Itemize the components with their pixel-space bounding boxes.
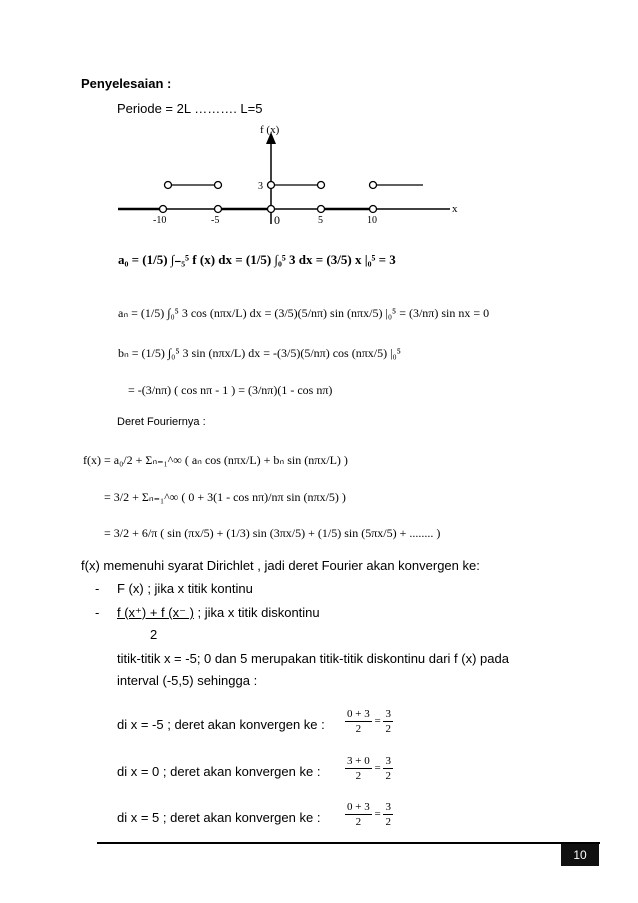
open-dot <box>165 182 172 189</box>
convergence-at-5: di x = 5 ; deret akan konvergen ke : <box>117 810 321 825</box>
footer-rule <box>97 842 600 844</box>
y-axis-label: f (x) <box>260 124 280 136</box>
piecewise-graph <box>110 120 470 230</box>
open-dot <box>370 182 377 189</box>
bullet-dash: - <box>95 581 100 596</box>
open-dot <box>370 206 377 213</box>
open-dot <box>215 182 222 189</box>
period-line: Periode = 2L ………. L=5 <box>117 101 263 116</box>
deret-label: Deret Fouriernya : <box>117 416 206 428</box>
convergence-value-0: $\frac{3 + 0}{2}$ = $\frac{3}{2}$ <box>347 755 391 782</box>
formula-an: aₙ = (1/5) ∫₀⁵ 3 cos (nπx/L) dx = (3/5)(5/nπ) sin (nπx/5) |₀⁵ = (3/nπ) sin nx = 0 <box>118 306 490 320</box>
open-dot <box>160 206 167 213</box>
convergence-at-neg5: di x = -5 ; deret akan konvergen ke : <box>117 717 325 732</box>
open-dot <box>318 182 325 189</box>
tick-label: 5 <box>318 215 323 226</box>
discontinuous-condition: ; jika x titik diskontinu <box>193 605 320 620</box>
section-heading: Penyelesaian : <box>81 76 172 91</box>
discontinuous-denominator: 2 <box>150 627 158 642</box>
bullet-continuous: F (x) ; jika x titik kontinu <box>117 581 253 596</box>
formula-bn-result: = -(3/nπ) ( cos nπ - 1 ) = (3/nπ)(1 - cos nπ) <box>128 383 333 397</box>
titik-line1: titik-titik x = -5; 0 dan 5 merupakan titik-titik diskontinu dari f (x) pada <box>117 651 509 666</box>
dirichlet-statement: f(x) memenuhi syarat Dirichlet , jadi deret Fourier akan konvergen ke: <box>81 558 480 573</box>
tick-label: 10 <box>367 215 377 226</box>
tick-label: -5 <box>211 215 220 226</box>
open-dot <box>268 182 275 189</box>
page-number: 10 <box>561 844 599 866</box>
fourier-series-line3: = 3/2 + 6/π ( sin (πx/5) + (1/3) sin (3πx/5) + (1/5) sin (5πx/5) + ........ ) <box>104 526 441 540</box>
open-dot <box>268 206 275 213</box>
y-value-label: 3 <box>258 181 263 192</box>
open-dot <box>318 206 325 213</box>
formula-a0: a₀ = (1/5) ∫₋₅⁵ f (x) dx = (1/5) ∫₀⁵ 3 dx = (3/5) x |₀⁵ = 3 <box>118 252 396 267</box>
discontinuous-numerator: f (x⁺) + f (x⁻ ) <box>117 605 194 620</box>
convergence-value-5: $\frac{0 + 3}{2}$ = $\frac{3}{2}$ <box>347 801 391 828</box>
tick-label: -10 <box>153 215 167 226</box>
convergence-at-0: di x = 0 ; deret akan konvergen ke : <box>117 764 321 779</box>
origin-label: 0 <box>274 213 280 227</box>
bullet-discontinuous <box>117 605 320 621</box>
formula-bn: bₙ = (1/5) ∫₀⁵ 3 sin (nπx/L) dx = -(3/5)(5/nπ) cos (nπx/5) |₀⁵ <box>118 346 401 360</box>
x-axis-label: x <box>452 203 458 215</box>
fourier-series-line1: f(x) = a₀/2 + Σₙ₌₁^∞ ( aₙ cos (nπx/L) + bₙ sin (nπx/L) ) <box>83 453 348 467</box>
convergence-value-neg5: $\frac{0 + 3}{2}$ = $\frac{3}{2}$ <box>347 708 391 735</box>
fourier-series-line2: = 3/2 + Σₙ₌₁^∞ ( 0 + 3(1 - cos nπ)/nπ sin (nπx/5) ) <box>104 490 346 504</box>
bullet-dash: - <box>95 605 100 620</box>
titik-line2: interval (-5,5) sehingga : <box>117 673 258 688</box>
open-dot <box>215 206 222 213</box>
